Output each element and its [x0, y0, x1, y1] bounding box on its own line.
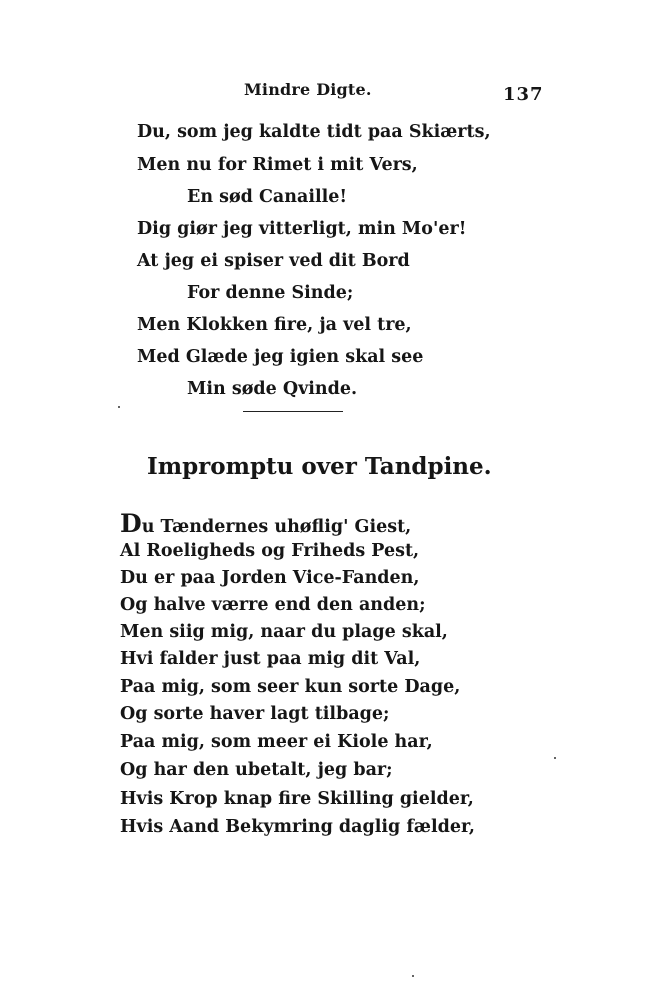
page-number: 137	[503, 84, 544, 105]
poem-line: Hvis Krop knap fire Skilling gielder,	[120, 789, 474, 809]
poem-line: Paa mig, som meer ei Kiole har,	[120, 732, 433, 752]
poem-line: Og halve værre end den anden;	[120, 595, 426, 615]
poem-line: Du, som jeg kaldte tidt paa Skiærts,	[137, 122, 491, 142]
poem-line: Men nu for Rimet i mit Vers,	[137, 155, 418, 175]
poem-line: Al Roeligheds og Friheds Pest,	[120, 541, 420, 561]
print-speck	[118, 406, 120, 408]
poem-line: At jeg ei spiser ved dit Bord	[137, 251, 410, 271]
print-speck	[412, 975, 414, 977]
print-speck	[554, 757, 556, 759]
poem-line: For denne Sinde;	[187, 283, 354, 303]
poem-line: Hvis Aand Bekymring daglig fælder,	[120, 817, 476, 837]
poem-first-line	[120, 511, 411, 537]
poem-line: Men Klokken fire, ja vel tre,	[137, 315, 412, 335]
running-head: Mindre Digte.	[244, 80, 372, 99]
drop-cap: D	[120, 509, 142, 538]
poem-line: En sød Canaille!	[187, 187, 348, 207]
poem-line: Du er paa Jorden Vice-Fanden,	[120, 568, 420, 588]
poem-line: Og har den ubetalt, jeg bar;	[120, 760, 393, 780]
poem-line: Men siig mig, naar du plage skal,	[120, 622, 448, 642]
first-line-text: u Tændernes uhøflig' Giest,	[141, 517, 412, 537]
section-divider	[243, 411, 343, 412]
poem-line: Paa mig, som seer kun sorte Dage,	[120, 677, 461, 697]
poem-line: Med Glæde jeg igien skal see	[137, 347, 424, 367]
poem-line: Min søde Qvinde.	[187, 379, 358, 399]
poem-line: Hvi falder just paa mig dit Val,	[120, 649, 421, 669]
poem-line: Dig giør jeg vitterligt, min Mo'er!	[137, 219, 467, 239]
poem-title: Impromptu over Tandpine.	[147, 453, 492, 480]
poem-line: Og sorte haver lagt tilbage;	[120, 704, 390, 724]
